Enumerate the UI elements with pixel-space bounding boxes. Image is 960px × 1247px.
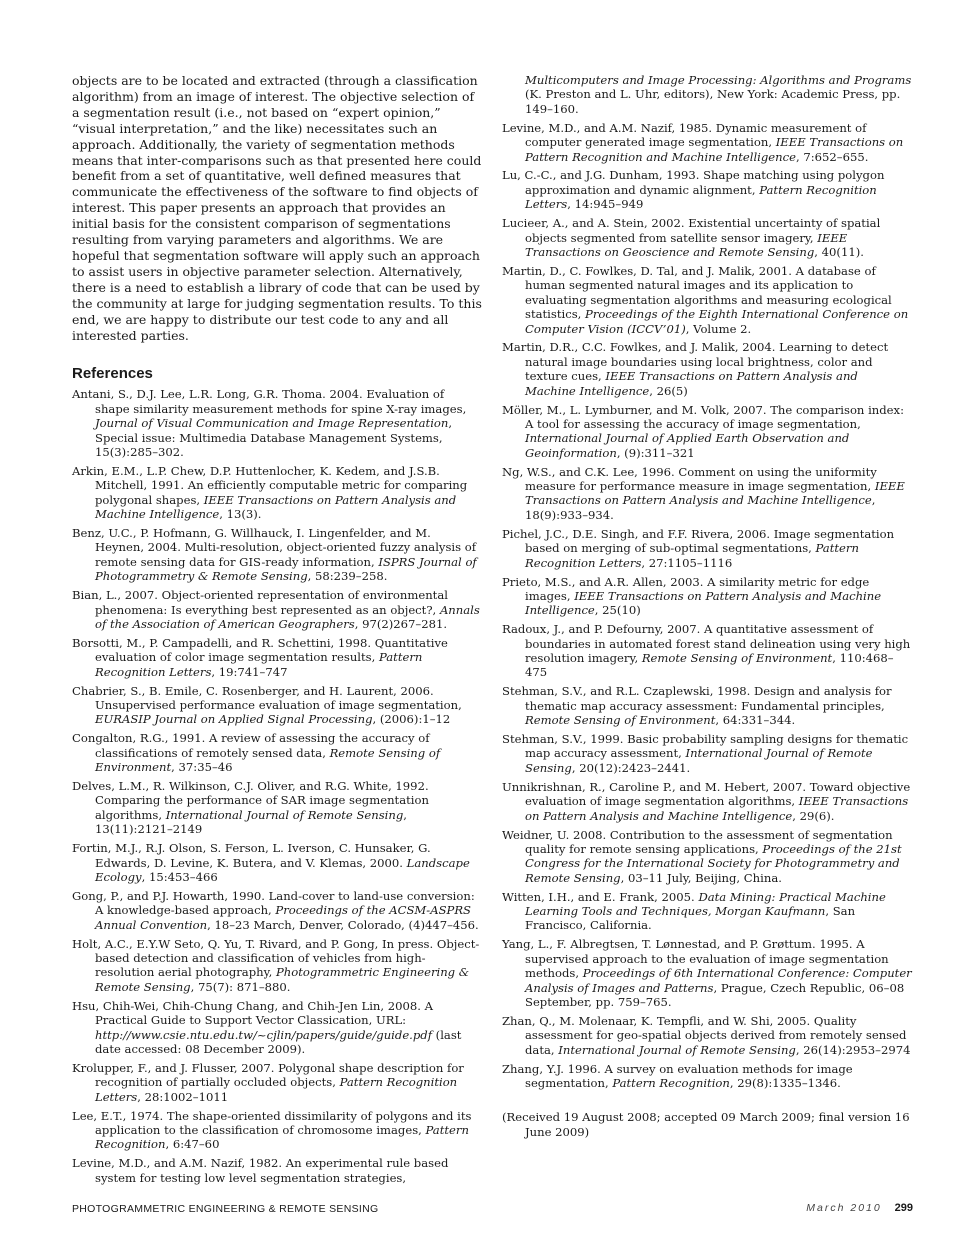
reference-source: IEEE Transactions on Pattern Analysis and Machine Intelligence — [95, 492, 457, 522]
reference-source: Multicomputers and Image Processing: Algorithms and Programs — [525, 73, 912, 87]
reference-text: Gong, P., and P.J. Howarth, 1990. Land-cover to land-use conversion: A knowledge-based approach, — [72, 888, 475, 918]
reference-text: Weidner, U. 2008. Contribution to the assessment of segmentation quality for remote sensing applications, — [502, 827, 893, 856]
reference-source: Annals of the Association of American Geographers — [95, 602, 480, 631]
page-number: 299 — [894, 1202, 913, 1214]
reference-entry — [502, 465, 912, 523]
reference-source: Pattern Recognition — [95, 1123, 469, 1152]
right-column — [502, 73, 912, 1151]
reference-entry — [502, 121, 912, 164]
reference-entry — [502, 1014, 912, 1057]
reference-text: Witten, I.H., and E. Frank, 2005. — [502, 889, 699, 904]
reference-source: EURASIP Journal on Applied Signal Processing — [95, 712, 373, 727]
reference-source: Pattern Recognition Letters — [95, 650, 423, 679]
received-note: (Received 19 August 2008; accepted 09 March 2009; final version 16 June 2009) — [502, 1110, 910, 1139]
reference-text: Krolupper, F., and J. Flusser, 2007. Polygonal shape description for recognition of partially occluded objects, — [72, 1060, 464, 1090]
reference-entry — [502, 732, 912, 775]
reference-source: IEEE Transactions on Pattern Analysis and Machine Intelligence — [525, 588, 882, 618]
reference-text: Ng, W.S., and C.K. Lee, 1996. Comment on using the uniformity measure for performance measure in image segmentation, — [502, 464, 877, 494]
reference-text: Zhan, Q., M. Molenaar, K. Tempfli, and W. Shi, 2005. Quality assessment for geo-spatial objects derived from remotely sensed data, — [502, 1013, 907, 1057]
reference-source: Pattern Recognition — [612, 1076, 730, 1090]
reference-source: IEEE Transactions on Pattern Analysis and Machine Intelligence — [525, 369, 858, 398]
reference-text: , (2006):1–12 — [372, 712, 451, 727]
reference-entry — [72, 684, 482, 727]
footer-date: March 2010 — [806, 1202, 882, 1214]
reference-entry — [502, 1062, 912, 1091]
reference-text: , 75(7): 871–880. — [190, 979, 291, 994]
reference-text: , 97(2)267–281. — [354, 617, 448, 631]
reference-source: IEEE Transactions on Pattern Analysis and Machine Intelligence — [525, 794, 909, 823]
reference-text: , Special issue: Multimedia Database Management Systems, 15(3):285–302. — [95, 416, 453, 460]
reference-entry — [502, 340, 912, 398]
reference-entry — [72, 889, 482, 932]
reference-text: Levine, M.D., and A.M. Nazif, 1982. An experimental rule based system for testing low level segmentation strategies, — [72, 1156, 449, 1185]
reference-text: Lee, E.T., 1974. The shape-oriented dissimilarity of polygons and its application to the classification of chromosome images, — [72, 1108, 472, 1137]
reference-source: International Journal of Remote Sensing — [165, 807, 404, 822]
reference-source: Data Mining: Practical Machine Learning Tools and Techniques, Morgan Kaufmann — [525, 889, 886, 919]
reference-text: Benz, U.C., P. Hofmann, G. Willhauck, I. Lingenfelder, and M. Heynen, 2004. Multi-resolution, object-oriented fuzzy analysis of remote sensing data for GIS-ready information, — [72, 526, 477, 569]
reference-entry — [72, 999, 482, 1057]
reference-text: , 37:35–46 — [171, 760, 233, 775]
reference-entry — [72, 731, 482, 774]
reference-entry — [72, 526, 482, 584]
reference-text: , 64:331–344. — [715, 713, 796, 728]
reference-entry — [502, 216, 912, 259]
reference-text: Möller, M., L. Lymburner, and M. Volk, 2007. The comparison index: A tool for assessing the accuracy of image segmentation, — [502, 402, 904, 431]
reference-text: , 110:468–475 — [525, 651, 894, 680]
reference-text: Lucieer, A., and A. Stein, 2002. Existential uncertainty of spatial objects segmented from satellite sensor imagery, — [502, 216, 881, 245]
reference-source: IEEE Transactions on Pattern Analysis and Machine Intelligence — [525, 479, 905, 508]
reference-text: Chabrier, S., B. Emile, C. Rosenberger, and H. Laurent, 2006. Unsupervised performance evaluation of image segmentation, — [72, 683, 462, 713]
reference-entry — [502, 264, 912, 336]
reference-source: http://www.csie.ntu.edu.tw/~cjlin/papers/guide/guide.pdf — [95, 1027, 432, 1042]
reference-text: , 29(6). — [792, 808, 835, 823]
reference-text: Pichel, J.C., D.E. Singh, and F.F. Rivera, 2006. Image segmentation based on merging of sub-optimal segmentations, — [502, 526, 895, 556]
reference-text: , 40(11). — [814, 244, 864, 259]
reference-entry — [502, 403, 912, 461]
reference-text: Stehman, S.V., 1999. Basic probability sampling designs for thematic map accuracy assessment, — [502, 732, 909, 761]
reference-text: Prieto, M.S., and A.R. Allen, 2003. A similarity metric for edge images, — [502, 574, 870, 603]
reference-text: Hsu, Chih-Wei, Chih-Chung Chang, and Chih-Jen Lin, 2008. A Practical Guide to Support Vector Classication, URL: — [72, 998, 433, 1028]
reference-text: , 13(3). — [219, 507, 262, 522]
reference-entry — [502, 890, 912, 933]
reference-entry — [72, 937, 482, 995]
reference-text: Borsotti, M., P. Campadelli, and R. Schettini, 1998. Quantitative evaluation of color image segmentation results, — [72, 635, 448, 665]
reference-source: Pattern Recognition Letters — [525, 541, 859, 570]
reference-source: Remote Sensing of Environment — [525, 713, 716, 728]
reference-entry — [72, 387, 482, 459]
reference-text: Delves, L.M., R. Wilkinson, C.J. Oliver, and R.G. White, 1992. Comparing the performance of SAR image segmentation algorithms, — [72, 779, 429, 822]
reference-text: Yang, L., F. Albregtsen, T. Lønnestad, and P. Grøttum. 1995. A supervised approach to the evaluation of image segmentation methods, — [502, 937, 889, 981]
reference-source: International Journal of Remote Sensing — [525, 746, 873, 775]
reference-text: Levine, M.D., and A.M. Nazif, 1985. Dynamic measurement of computer generated image segmentation, — [502, 120, 867, 150]
reference-text: , Volume 2. — [685, 321, 752, 336]
reference-text: , 28:1002–1011 — [137, 1089, 229, 1104]
reference-text: Fortin, M.J., R.J. Olson, S. Ferson, L. Iverson, C. Hunsaker, G. Edwards, D. Levine, K. Butera, and V. Klemas, 2000. — [72, 841, 431, 870]
reference-text: , 14:945–949 — [567, 197, 644, 212]
reference-entry — [72, 779, 482, 837]
reference-entry — [502, 73, 912, 116]
reference-source: Pattern Recognition Letters — [95, 1075, 458, 1104]
reference-entry — [502, 937, 912, 1009]
reference-text: Martin, D., C. Fowlkes, D. Tal, and J. Malik, 2001. A database of human segmented natural images and its application to evaluating segmentation algorithms and measuring ecological statistics, — [502, 263, 892, 322]
reference-text: , 26(5) — [649, 383, 688, 398]
reference-entry — [502, 780, 912, 823]
reference-source: Remote Sensing of Environment — [641, 651, 833, 666]
reference-source: IEEE Transactions on Geoscience and Remote Sensing — [525, 230, 848, 259]
reference-source: Proceedings of the ACSM-ASPRS Annual Convention — [95, 903, 472, 932]
reference-text: Bian, L., 2007. Object-oriented representation of environmental phenomena: Is everything best represented as an object?, — [72, 588, 448, 617]
reference-text: , 13(11):2121–2149 — [95, 807, 407, 837]
reference-entry — [72, 1061, 482, 1104]
reference-text: , 7:652–655. — [795, 149, 869, 164]
reference-source: Proceedings of the Eighth International Conference on Computer Vision (ICCV’01) — [525, 307, 909, 336]
reference-source: ISPRS Journal of Photogrammetry & Remote Sensing — [95, 554, 477, 584]
reference-source: International Journal of Applied Earth Observation and Geoinformation — [525, 431, 850, 460]
reference-source: IEEE Transactions on Pattern Recognition and Machine Intelligence — [525, 135, 904, 164]
reference-entry — [502, 527, 912, 570]
references-list-left — [72, 387, 482, 1185]
reference-entry — [502, 684, 912, 727]
reference-text: , 29(8):1335–1346. — [729, 1076, 841, 1090]
reference-entry — [72, 1109, 482, 1152]
intro-paragraph: objects are to be located and extracted (through a classification algorithm) from an image of interest. The objective selection of a segmentation result (i.e., not based on “expert opinion,” “visual interpretation,” and the like) necessitates such an approach. Additionally, the variety of segmentation methods means that inter-comparisons such as that presented here could benefit from a set of quantitative, well defined measures that communicate the effectiveness of the software to find objects of interest. This paper presents an approach that provides an initial basis for the consistent comparison of segmentations resulting from varying parameters and algorithms. We are hopeful that segmentation software will apply such an approach to assist users in objective parameter selection. Alternatively, there is a need to establish a library of code that can be used by the community at large for judging segmentation results. To this end, we are happy to distribute our test code to any and all interested parties. — [72, 73, 482, 343]
reference-text: , 03–11 July, Beijing, China. — [620, 870, 782, 885]
reference-source: Landscape Ecology — [95, 855, 470, 884]
reference-text: , Prague, Czech Republic, 06–08 September, pp. 759–765. — [525, 980, 905, 1009]
reference-text: , 27:1105–1116 — [641, 555, 733, 570]
footer-right — [806, 1202, 913, 1214]
reference-source: Pattern Recognition Letters — [525, 182, 877, 212]
reference-text: , 58:239–258. — [307, 569, 388, 584]
references-heading: References — [72, 365, 153, 383]
reference-entry — [72, 588, 482, 631]
reference-entry — [502, 575, 912, 618]
reference-entry — [72, 464, 482, 522]
reference-text: , 18(9):933–934. — [525, 493, 876, 522]
reference-text: , 18–23 March, Denver, Colorado, (4)447–456. — [207, 917, 479, 932]
reference-source: Proceedings of the 21st Congress for the International Society for Photogrammetry and Remote Sensing — [525, 841, 902, 885]
reference-text: (last date accessed: 08 December 2009). — [95, 1027, 462, 1056]
reference-text: Radoux, J., and P. Defourny, 2007. A quantitative assessment of boundaries in automated forest stand delineation using very high resolution imagery, — [502, 622, 911, 666]
reference-text: Unnikrishnan, R., Caroline P., and M. Hebert, 2007. Toward objective evaluation of image segmentation algorithms, — [502, 779, 911, 809]
reference-text: Congalton, R.G., 1991. A review of assessing the accuracy of classifications of remotely sensed data, — [72, 731, 430, 760]
references-list-right — [502, 73, 912, 1090]
reference-text: , 15:453–466 — [141, 870, 218, 884]
reference-text: Stehman, S.V., and R.L. Czaplewski, 1998. Design and analysis for thematic map accuracy assessment: Fundamental principles, — [502, 684, 892, 713]
reference-entry — [72, 636, 482, 679]
reference-text: (K. Preston and L. Uhr, editors), New York: Academic Press, pp. 149–160. — [525, 87, 901, 116]
footer-journal: PHOTOGRAMMETRIC ENGINEERING & REMOTE SENSING — [72, 1203, 379, 1215]
reference-text: , 25(10) — [594, 603, 641, 618]
reference-text: , 19:741–747 — [211, 664, 288, 679]
reference-source: Journal of Visual Communication and Image Representation — [95, 416, 449, 431]
reference-text: , (9):311–321 — [616, 445, 695, 460]
reference-text: , 26(14):2953–2974 — [795, 1042, 911, 1057]
reference-text: , San Francisco, California. — [525, 904, 856, 933]
left-column — [72, 73, 482, 1190]
reference-entry — [72, 841, 482, 884]
reference-text: Arkin, E.M., L.P. Chew, D.P. Huttenlocher, K. Kedem, and J.S.B. Mitchell, 1991. An efficiently computable metric for comparing polygonal shapes, — [72, 463, 468, 507]
reference-source: Remote Sensing of Environment — [95, 745, 441, 775]
reference-entry — [502, 828, 912, 886]
reference-entry — [502, 168, 912, 211]
reference-entry — [72, 1156, 482, 1185]
reference-entry — [502, 622, 912, 680]
reference-source: Proceedings of 6th International Conference: Computer Analysis of Images and Patterns — [525, 966, 912, 995]
reference-text: Zhang, Y.J. 1996. A survey on evaluation methods for image segmentation, — [502, 1061, 853, 1090]
reference-text: , 20(12):2423–2441. — [571, 760, 691, 775]
reference-text: Antani, S., D.J. Lee, L.R. Long, G.R. Thoma. 2004. Evaluation of shape similarity measurement methods for spine X-ray images, — [72, 387, 467, 416]
reference-text: , 6:47–60 — [165, 1137, 220, 1152]
reference-source: Photogrammetric Engineering & Remote Sensing — [95, 965, 470, 994]
reference-text: Martin, D.R., C.C. Fowlkes, and J. Malik, 2004. Learning to detect natural image boundaries using local brightness, color and texture cues, — [502, 340, 889, 384]
reference-text: Holt, A.C., E.Y.W Seto, Q. Yu, T. Rivard, and P. Gong, In press. Object-based detection and classification of vehicles from high-resolution aerial photography, — [72, 936, 480, 980]
reference-source: International Journal of Remote Sensing — [558, 1042, 796, 1057]
reference-text: Lu, C.-C., and J.G. Dunham, 1993. Shape matching using polygon approximation and dynamic alignment, — [502, 168, 885, 197]
